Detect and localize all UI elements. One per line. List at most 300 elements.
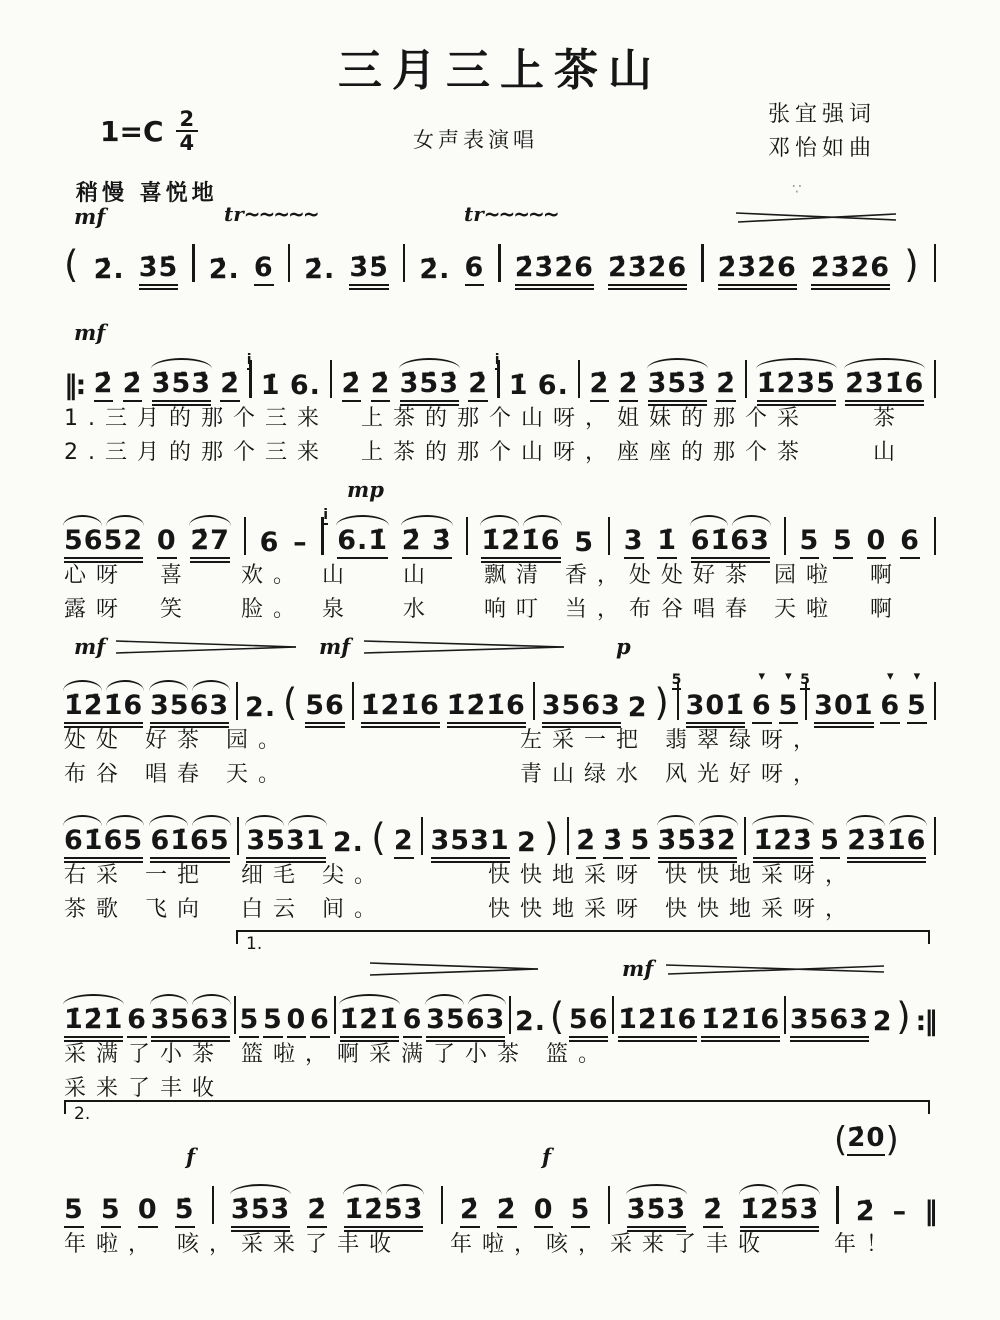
note-token	[658, 827, 737, 859]
note-text: 0	[867, 527, 887, 559]
note-token	[150, 692, 229, 724]
barline	[934, 244, 936, 282]
barline	[784, 996, 786, 1034]
note-token	[282, 681, 299, 724]
note-text: 2̇.	[93, 254, 125, 285]
hairpin-dim-icon	[370, 961, 538, 980]
note-text: 5	[833, 527, 853, 559]
note-token	[845, 370, 924, 402]
note-token	[361, 692, 440, 724]
grace-note: i	[246, 352, 252, 368]
note-token	[371, 816, 387, 859]
system-6	[64, 930, 936, 1106]
note-token	[753, 827, 812, 859]
note-text: 5652	[64, 527, 143, 559]
note-token	[460, 1196, 480, 1228]
note-token	[481, 527, 560, 559]
note-text: 6.	[289, 370, 321, 401]
expression-marks-row	[64, 632, 936, 670]
note-text: 5	[800, 527, 820, 559]
note-text: 3̇5̇3̇	[152, 370, 211, 402]
note-token	[590, 370, 610, 402]
lyric-line-1: 采满了小茶 篮啦，啊采满了小茶 篮。	[64, 1042, 610, 1067]
note-text: 2̇	[619, 370, 639, 402]
note-token	[701, 1006, 780, 1038]
notation-row	[64, 670, 936, 724]
barline	[612, 996, 614, 1034]
note-token	[896, 995, 912, 1038]
note-token	[571, 1196, 591, 1228]
note-text: 2	[872, 1006, 893, 1037]
barline	[934, 517, 936, 555]
barline	[498, 244, 500, 282]
note-text: 1̇2̇1̇6	[481, 527, 560, 559]
note-token	[138, 1196, 158, 1228]
note-token	[703, 1196, 723, 1228]
time-signature	[176, 108, 199, 154]
note-text: 2̇	[497, 1196, 517, 1228]
note-text: 1̇2̇3̇	[753, 827, 812, 859]
note-text: 1̇2̇1̇6	[64, 692, 143, 724]
note-token	[811, 254, 890, 286]
note-text: 6	[403, 1006, 423, 1038]
hairpin-dim-icon	[364, 639, 564, 658]
note-text: (	[64, 243, 80, 286]
note-text: ‖	[924, 1196, 936, 1227]
note-text: )	[904, 243, 920, 286]
note-text: (	[549, 995, 566, 1038]
trill-mark	[224, 202, 318, 226]
note-text: 2̇3̇2̇6	[515, 254, 594, 286]
note-token	[263, 1006, 283, 1038]
system-3	[64, 475, 936, 627]
note-text: (	[282, 681, 299, 724]
note-text: 5	[101, 1196, 121, 1228]
note-text: 2̇3̇1̇6	[847, 827, 926, 859]
note-text: 3563	[426, 1006, 505, 1038]
note-token	[603, 827, 623, 859]
note-text: 56	[569, 1006, 609, 1038]
open-paren: (	[834, 1120, 848, 1160]
barline	[352, 682, 354, 720]
note-text: 2̇	[220, 370, 240, 402]
hairpin-svg	[370, 962, 538, 976]
note-token	[64, 243, 80, 286]
note-text: 2̇	[716, 370, 736, 402]
hairpin-svg	[116, 640, 296, 654]
note-text: (	[371, 816, 387, 859]
note-text: 3563	[790, 1006, 869, 1038]
volta-label: 2.	[74, 1104, 91, 1124]
note-token	[778, 669, 799, 724]
note-text: 6	[254, 254, 274, 286]
note-text: 301̇	[814, 692, 873, 724]
note-text: 301̇	[686, 692, 745, 724]
note-text: 3531	[431, 827, 510, 859]
barline	[212, 1186, 214, 1224]
barline	[608, 517, 610, 555]
note-text: 61̇65	[64, 827, 143, 859]
note-text: 6	[752, 692, 772, 724]
lyric-line-1: 心呀 喜 欢。 山 山 飘清 香，处处好茶 园啦 啊	[64, 563, 902, 588]
note-token	[820, 827, 840, 859]
trill-label: tr	[224, 202, 244, 226]
note-text: 1̇	[657, 527, 677, 559]
note-text: 3563	[151, 1006, 230, 1038]
note-token	[907, 669, 927, 724]
expression-marks-row	[64, 318, 936, 348]
note-token	[648, 370, 707, 402]
note-text: 1̇2̇5̇3̇	[344, 1196, 423, 1228]
note-token	[287, 1006, 307, 1038]
note-text: 2̇.	[419, 254, 451, 285]
note-text: )	[654, 681, 670, 724]
note-text: 6	[127, 1006, 147, 1038]
note-text: 2.	[514, 1006, 546, 1037]
system-5	[64, 795, 936, 927]
expression-marks-row	[64, 202, 936, 232]
accent-mark: ▾	[887, 669, 894, 684]
note-text: 2	[627, 692, 648, 723]
note-text: 0	[138, 1196, 158, 1228]
note-token	[64, 1196, 84, 1228]
note-token	[856, 1198, 876, 1228]
note-token	[246, 352, 281, 402]
lyric-line-1: 年啦， 咳，采来了丰收 年啦，咳，采来了丰收 年！	[64, 1232, 898, 1257]
note-text: 2̇.	[208, 254, 240, 285]
meter-denominator: 4	[176, 130, 199, 154]
barline	[836, 1186, 838, 1224]
barline	[244, 517, 246, 555]
note-token	[542, 692, 621, 724]
note-token	[64, 692, 143, 724]
note-text: 2̇	[460, 1196, 480, 1228]
barline	[578, 360, 580, 398]
note-text: 5	[263, 1006, 283, 1038]
note-text: 1̇2̇1̇	[340, 1006, 399, 1038]
note-text: 3531	[246, 827, 325, 859]
note-text: 6.1̇	[337, 527, 388, 559]
note-text: 5̇	[820, 827, 840, 859]
lyric-line-2: 露呀 笑 脸。 泉 水 响叮 当，布谷唱春 天啦 啊	[64, 597, 902, 622]
lyric-line-1: 右采 一把 细毛 尖。 快快地采呀 快快地采呀，	[64, 863, 857, 888]
note-text: 6	[310, 1006, 330, 1038]
system-7	[64, 1100, 936, 1262]
tempo-marking: 稍慢 喜悦地	[76, 181, 218, 206]
note-token	[323, 507, 389, 559]
accent-mark: ▾	[785, 669, 792, 684]
note-token	[534, 1196, 554, 1228]
note-token	[209, 256, 240, 286]
key-signature	[100, 108, 198, 154]
note-text: 2	[516, 827, 537, 858]
note-token	[64, 827, 143, 859]
notation-row	[64, 805, 936, 859]
barline	[533, 682, 535, 720]
trill-label: tr	[464, 202, 484, 226]
note-token	[757, 370, 836, 402]
note-token	[101, 1196, 121, 1228]
note-token	[574, 529, 594, 559]
barline	[509, 996, 511, 1034]
barline	[744, 817, 746, 855]
expression-marks-row	[64, 1118, 936, 1174]
dynamic-mark: f	[542, 1144, 552, 1169]
barline	[784, 517, 786, 555]
dynamic-mark: p	[616, 634, 631, 659]
note-token	[619, 370, 639, 402]
note-token	[431, 827, 510, 859]
note-token	[716, 370, 736, 402]
note-token	[576, 827, 596, 859]
note-text: 2	[394, 827, 414, 859]
note-token	[304, 256, 335, 286]
lyric-line-2: 采来了丰收	[64, 1076, 225, 1101]
note-token	[847, 827, 926, 859]
dynamic-mark: f	[186, 1144, 196, 1169]
note-token	[419, 256, 450, 286]
note-text: 5̇	[175, 1196, 195, 1228]
credits	[768, 98, 876, 166]
barline	[934, 817, 936, 855]
note-text: 2̇	[342, 370, 362, 402]
lyric-line-2: 2.三月的那个三来 上茶的那个山呀，座座的那个茶 山	[64, 440, 905, 465]
lyricist-credit: 张宜强词	[768, 102, 877, 127]
note-token	[549, 995, 566, 1038]
note-token	[307, 1196, 327, 1228]
volta-bracket	[64, 1100, 930, 1124]
note-text: 2̇3̇1̇6	[845, 370, 924, 402]
note-text: :‖	[915, 1006, 936, 1037]
note-token	[64, 1006, 123, 1038]
expression-marks-row	[64, 954, 936, 984]
dynamic-mark: mf	[74, 204, 106, 229]
dynamic-mark: mf	[319, 634, 351, 659]
note-token	[190, 527, 230, 559]
note-text: 5	[64, 1196, 84, 1228]
note-text: 3563	[542, 692, 621, 724]
hairpin-svg	[666, 962, 884, 976]
note-token	[403, 1006, 423, 1038]
note-token	[157, 527, 177, 559]
note-text: 3̇5̇	[349, 254, 389, 286]
notation-row	[64, 1174, 936, 1228]
note-token	[394, 827, 414, 859]
note-token	[371, 370, 391, 402]
note-token	[333, 829, 364, 859]
note-token	[64, 527, 143, 559]
composer-credit: 邓怡如曲	[768, 136, 877, 162]
barline	[567, 817, 569, 855]
dynamic-mark: mf	[74, 320, 106, 345]
trill-wave: ~~~~~	[243, 202, 318, 226]
note-token	[260, 529, 280, 559]
note-token	[657, 527, 677, 559]
note-token	[94, 370, 114, 402]
note-token	[94, 256, 125, 286]
note-token	[497, 1196, 517, 1228]
grace-note: i	[494, 352, 500, 368]
note-token	[630, 827, 650, 859]
note-token	[344, 1196, 423, 1228]
note-token	[751, 669, 772, 724]
barline	[934, 682, 936, 720]
note-text: 0	[534, 1196, 554, 1228]
note-token	[880, 669, 901, 724]
note-text: 1̇2̇1̇6	[447, 692, 526, 724]
note-token	[515, 1008, 546, 1038]
barline	[403, 244, 405, 282]
voice-type: 女声表演唱	[413, 128, 538, 152]
note-token	[494, 352, 529, 402]
lyric-line-2: 茶歌 飞向 白云 间。 快快地采呀 快快地采呀，	[64, 897, 857, 922]
note-token	[671, 672, 746, 724]
system-1	[64, 202, 936, 286]
barline	[701, 244, 703, 282]
note-text: 1̇2̇1̇6	[361, 692, 440, 724]
note-token	[246, 827, 325, 859]
note-token	[349, 254, 389, 286]
notation-row	[64, 232, 936, 286]
note-token	[231, 1196, 290, 1228]
note-token	[245, 694, 276, 724]
note-text: 3̇5̇3̇	[231, 1196, 290, 1228]
note-text: 1̇2̇5̇3̇	[740, 1196, 819, 1228]
barline	[334, 996, 336, 1034]
note-text: 6	[465, 254, 485, 286]
ending-note	[834, 1120, 899, 1160]
note-text: 3̇	[603, 827, 623, 859]
print-smudge: ∵	[792, 180, 806, 198]
barline	[934, 360, 936, 398]
note-token	[904, 243, 920, 286]
hairpin-crescdim-icon	[736, 209, 896, 228]
note-text: 3563	[150, 692, 229, 724]
close-paren: )	[885, 1120, 899, 1160]
trill-mark	[464, 202, 558, 226]
grace-note: 5	[671, 672, 682, 688]
note-token	[790, 1006, 869, 1038]
hairpin-dim-icon	[116, 639, 296, 658]
note-text: 2̇	[703, 1196, 723, 1228]
note-text: 5	[779, 692, 799, 724]
note-token	[800, 527, 820, 559]
note-text: 2̇	[371, 370, 391, 402]
note-text: 61̇65	[150, 827, 229, 859]
note-text: 6	[900, 527, 920, 559]
barline	[234, 996, 236, 1034]
note-token	[465, 254, 485, 286]
note-text: 6	[880, 692, 900, 724]
note-token	[175, 1196, 195, 1228]
note-text: 1̇2̇1̇	[64, 1006, 123, 1038]
note-token	[400, 370, 459, 402]
note-token	[873, 1008, 893, 1038]
note-text: 1̇2̇3̇5̇	[757, 370, 836, 402]
hairpin-svg	[736, 210, 896, 224]
note-text: 3̇5̇	[139, 254, 179, 286]
meter-numerator: 2	[179, 107, 195, 131]
song-title: 三月三上茶山	[338, 45, 662, 96]
note-text: 1̇	[260, 370, 281, 401]
note-token	[624, 527, 644, 559]
trill-wave: ~~~~~	[483, 202, 558, 226]
note-text: )	[544, 816, 560, 859]
note-text: 2̇3̇2̇6	[811, 254, 890, 286]
lyric-line-2: 布谷 唱春 天。 青山绿水 风光好呀，	[64, 762, 825, 787]
barline	[421, 817, 423, 855]
barline	[236, 682, 238, 720]
note-token	[342, 370, 362, 402]
system-4	[64, 632, 936, 792]
note-token	[654, 681, 670, 724]
note-token	[718, 254, 797, 286]
barline	[288, 244, 290, 282]
dynamic-mark: mp	[347, 477, 384, 502]
note-token	[447, 692, 526, 724]
note-text: 2.	[332, 827, 364, 858]
accent-mark: ▾	[758, 669, 766, 684]
barline	[466, 517, 468, 555]
note-token	[515, 254, 594, 286]
note-token	[152, 370, 211, 402]
note-token	[628, 694, 648, 724]
note-text: 2.	[245, 692, 277, 723]
note-text: 1̇	[508, 370, 529, 401]
note-text: 3̇5̇3̇	[400, 370, 459, 402]
note-token	[220, 370, 240, 402]
note-token	[468, 370, 488, 402]
barline	[192, 244, 194, 282]
note-token	[426, 1006, 505, 1038]
note-text: 5	[239, 1006, 259, 1038]
note-text: 2̇	[468, 370, 488, 402]
note-text: 0	[287, 1006, 307, 1038]
notation-row	[64, 348, 936, 402]
notation-row	[64, 984, 936, 1038]
note-text: 2̇	[855, 1196, 876, 1227]
volta-bracket	[236, 930, 930, 954]
note-token	[64, 372, 84, 402]
note-text: 3̇5̇3̇	[648, 370, 707, 402]
note-text: 2̇3̇2̇6	[608, 254, 687, 286]
note-text: 6.	[537, 370, 569, 401]
barline	[608, 1186, 610, 1224]
note-token	[402, 527, 452, 559]
note-text: 2̇.	[304, 254, 336, 285]
note-token	[544, 816, 560, 859]
key-label: 1=C	[100, 114, 164, 148]
note-token	[293, 529, 308, 559]
note-text: 2̇3̇2̇6	[718, 254, 797, 286]
note-token	[239, 1006, 259, 1038]
grace-note: 5	[800, 672, 810, 688]
note-token	[151, 1006, 230, 1038]
note-token	[800, 672, 874, 724]
system-2	[64, 318, 936, 470]
note-text: 3̇5̇3̇	[627, 1196, 686, 1228]
note-token	[123, 370, 143, 402]
note-token	[691, 527, 770, 559]
note-token	[150, 827, 229, 859]
barline	[745, 360, 747, 398]
barline	[330, 360, 332, 398]
hairpin-svg	[364, 640, 564, 654]
note-token	[900, 527, 920, 559]
lyric-line-1: 1.三月的那个三来 上茶的那个山呀，姐妹的那个采 茶	[64, 406, 905, 431]
note-text: 0	[157, 527, 177, 559]
note-text: 2̇	[307, 1196, 327, 1228]
